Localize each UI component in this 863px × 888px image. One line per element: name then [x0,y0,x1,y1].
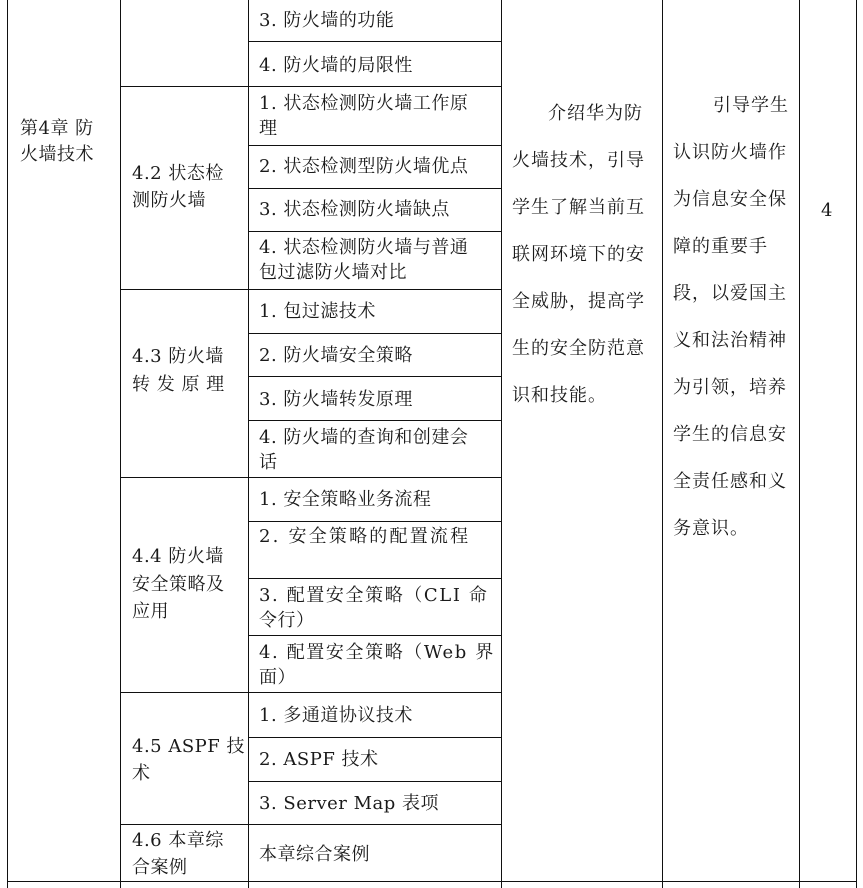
row-rule [248,737,501,738]
class-hours: 4 [821,200,833,221]
list-item: 2. 状态检测型防火墙优点 [259,156,469,177]
row-rule [248,145,501,146]
list-item: 3. 防火墙的功能 [259,10,395,31]
section-title: 术 [132,763,151,784]
list-item: 本章综合案例 [259,844,370,865]
row-rule [120,477,501,478]
row-rule [248,420,501,421]
section-title: 应用 [132,601,169,622]
row-rule [248,521,501,522]
list-item: 2. 安全策略的配置流程 [259,526,471,547]
list-item: 3. Server Map 表项 [259,793,440,814]
section-title: 测防火墙 [132,190,206,211]
teaching-content: 介绍华为防火墙技术，引导学生了解当前互联网环境下的安全威胁，提高学生的安全防范意识和技能。 [512,103,645,406]
list-item: 3. 状态检测防火墙缺点 [259,199,450,220]
list-item: 面） [259,667,296,688]
list-item: 2. 防火墙安全策略 [259,345,413,366]
list-item: 1. 多通道协议技术 [259,705,413,726]
list-item: 1. 安全策略业务流程 [259,489,432,510]
row-rule [248,376,501,377]
list-item: 4. 防火墙的查询和创建会 [259,427,469,448]
row-rule [248,578,501,579]
list-item: 话 [259,452,278,473]
section-title: 合案例 [132,857,188,878]
section-title: 安全策略及 [132,574,225,595]
section-title: 4.5 ASPF 技 [132,736,245,757]
row-rule [248,188,501,189]
list-item: 1. 包过滤技术 [259,301,376,322]
chapter-title-line2: 火墙技术 [20,144,94,165]
list-item: 理 [259,118,278,139]
row-rule [248,635,501,636]
row-rule [248,231,501,232]
section-title: 4.4 防火墙 [132,546,224,567]
col-rule-7 [856,0,857,888]
list-item: 3. 配置安全策略（CLI 命 [259,585,489,606]
ideological-goal: 引导学生认识防火墙作为信息安全保障的重要手段，以爱国主义和法治精神为引领，培养学生的信息安全责任感和义务意识。 [673,95,789,539]
list-item: 令行） [259,610,315,631]
list-item: 包过滤防火墙对比 [259,262,407,283]
row-rule [120,289,501,290]
table-bottom-rule [7,881,857,882]
row-rule [120,692,501,693]
col-rule-6 [799,0,800,888]
row-rule [248,333,501,334]
col-rule-3 [248,0,249,888]
col-rule-5 [662,0,663,888]
chapter-title-line1: 第4章 防 [20,118,94,139]
list-item: 4. 状态检测防火墙与普通 [259,237,469,258]
col-rule-1 [7,0,8,888]
row-rule [248,41,501,42]
col-rule-2 [120,0,121,888]
section-title: 转 发 原 理 [132,374,225,395]
row-rule [248,781,501,782]
col-rule-4 [501,0,502,888]
list-item: 2. ASPF 技术 [259,749,379,770]
row-rule [120,86,501,87]
list-item: 3. 防火墙转发原理 [259,389,413,410]
list-item: 4. 配置安全策略（Web 界 [259,642,495,663]
list-item: 1. 状态检测防火墙工作原 [259,93,469,114]
course-table [7,0,857,888]
row-rule [120,824,501,825]
section-title: 4.3 防火墙 [132,346,224,367]
list-item: 4. 防火墙的局限性 [259,55,413,76]
section-title: 4.6 本章综 [132,830,224,851]
section-title: 4.2 状态检 [132,163,224,184]
